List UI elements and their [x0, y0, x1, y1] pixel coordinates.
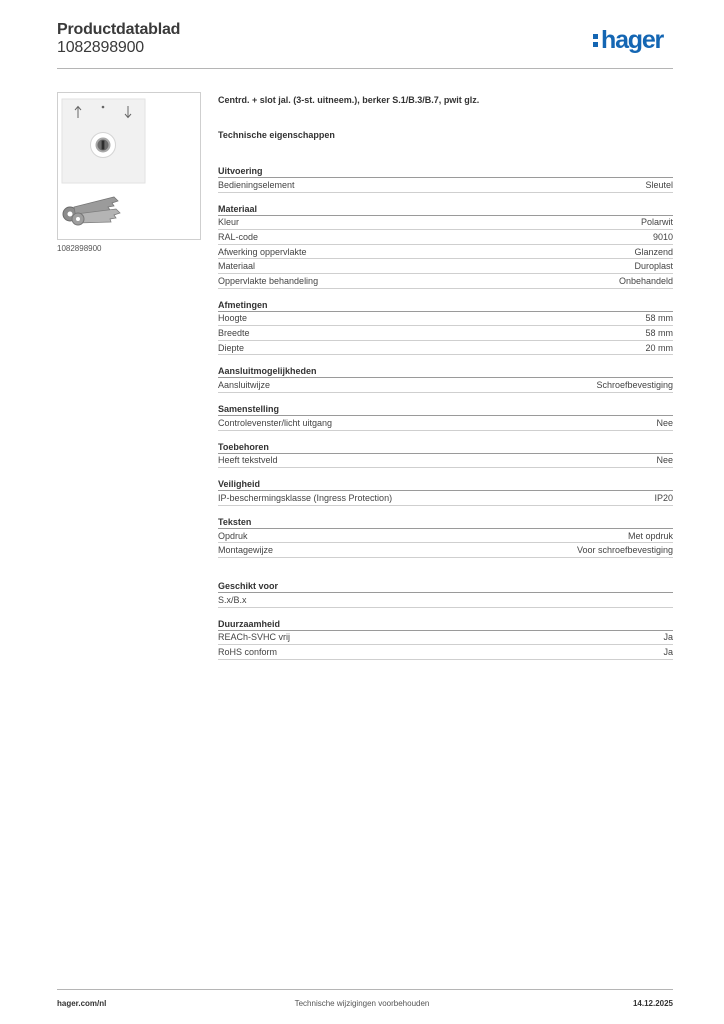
dot-icon	[102, 106, 105, 109]
section-title: Uitvoering	[218, 165, 673, 178]
footer-date: 14.12.2025	[632, 999, 673, 1008]
spec-row	[218, 491, 673, 506]
spec-value: Duroplast	[634, 261, 673, 272]
spec-label: Controlevenster/licht uitgang	[218, 417, 333, 428]
spec-label: Aansluitwijze	[218, 380, 271, 391]
spec-value: Polarwit	[640, 217, 673, 228]
section-title: Geschikt voor	[218, 580, 673, 593]
spec-row	[218, 245, 673, 260]
spec-section	[218, 478, 673, 506]
spec-section	[218, 203, 673, 289]
spec-section	[218, 299, 673, 356]
spec-row	[218, 178, 673, 193]
spec-row	[218, 312, 673, 327]
page-title: Productdatablad	[57, 21, 181, 38]
spec-section	[218, 580, 673, 608]
spec-section	[218, 441, 673, 469]
spec-row	[218, 454, 673, 469]
spec-label: Opdruk	[218, 530, 248, 541]
keys-icon	[63, 197, 120, 225]
spec-section	[218, 618, 673, 660]
section-title: Afmetingen	[218, 299, 673, 312]
spec-value: Sleutel	[645, 179, 673, 190]
spec-row	[218, 230, 673, 245]
spec-section	[218, 516, 673, 558]
product-code: 1082898900	[57, 39, 144, 56]
section-title: Toebehoren	[218, 441, 673, 454]
product-image	[57, 92, 201, 240]
technical-properties-heading: Technische eigenschappen	[218, 130, 335, 140]
spec-label: Materiaal	[218, 261, 256, 272]
footer-divider	[57, 989, 673, 990]
spec-value: IP20	[654, 492, 673, 503]
spec-value: Met opdruk	[627, 530, 673, 541]
spec-label: IP-beschermingsklasse (Ingress Protection)	[218, 492, 393, 503]
spec-value: Ja	[663, 632, 673, 643]
spec-row	[218, 593, 673, 608]
spec-row	[218, 274, 673, 289]
spec-row	[218, 326, 673, 341]
spec-section	[218, 365, 673, 393]
header-divider	[57, 68, 673, 69]
spec-label: RAL-code	[218, 231, 259, 242]
image-caption: 1082898900	[57, 244, 102, 253]
product-description: Centrd. + slot jal. (3-st. uitneem.), berker S.1/B.3/B.7, pwit glz.	[218, 95, 480, 105]
spec-row	[218, 259, 673, 274]
spec-label: Kleur	[218, 217, 240, 228]
spec-value: Nee	[656, 455, 673, 466]
specs-table	[218, 155, 673, 660]
spec-label: Heeft tekstveld	[218, 455, 278, 466]
footer-notice: Technische wijzigingen voorbehouden	[294, 999, 430, 1008]
spec-row	[218, 631, 673, 646]
spec-value: 9010	[652, 231, 673, 242]
section-title: Duurzaamheid	[218, 618, 673, 631]
logo-colon-mark	[593, 28, 600, 50]
spec-row	[218, 341, 673, 356]
logo-text: hager	[601, 26, 664, 54]
spec-row	[218, 543, 673, 558]
spec-row	[218, 529, 673, 544]
spec-value: 58 mm	[645, 327, 673, 338]
spec-label: Breedte	[218, 327, 250, 338]
spec-value: Voor schroefbevestiging	[576, 545, 673, 556]
spec-label: Montagewijze	[218, 545, 274, 556]
spec-label: Diepte	[218, 342, 245, 353]
spec-label: S.x/B.x	[218, 594, 247, 605]
spec-label: RoHS conform	[218, 646, 278, 657]
spec-label: Oppervlakte behandeling	[218, 275, 319, 286]
spec-row	[218, 216, 673, 231]
spec-label: Afwerking oppervlakte	[218, 246, 307, 257]
spec-value: Glanzend	[634, 246, 673, 257]
spec-row	[218, 416, 673, 431]
spec-value: Ja	[663, 646, 673, 657]
spec-section	[218, 403, 673, 431]
spec-value: 58 mm	[645, 313, 673, 324]
spec-value: Schroefbevestiging	[596, 380, 673, 391]
section-title: Samenstelling	[218, 403, 673, 416]
spec-row	[218, 645, 673, 660]
hager-logo[interactable]	[593, 28, 663, 56]
footer-website-link[interactable]: hager.com/nl	[57, 999, 107, 1008]
section-title: Veiligheid	[218, 478, 673, 491]
spec-section	[218, 165, 673, 193]
spec-value: 20 mm	[645, 342, 673, 353]
section-title: Materiaal	[218, 203, 673, 216]
product-illustration	[58, 93, 200, 239]
section-title: Teksten	[218, 516, 673, 529]
section-title: Aansluitmogelijkheden	[218, 365, 673, 378]
spec-label: REACh-SVHC vrij	[218, 632, 291, 643]
spec-row	[218, 378, 673, 393]
spec-label: Hoogte	[218, 313, 248, 324]
spec-value: Onbehandeld	[618, 275, 673, 286]
spec-label: Bedieningselement	[218, 179, 295, 190]
spec-value: Nee	[656, 417, 673, 428]
key-lock-icon	[91, 133, 116, 158]
